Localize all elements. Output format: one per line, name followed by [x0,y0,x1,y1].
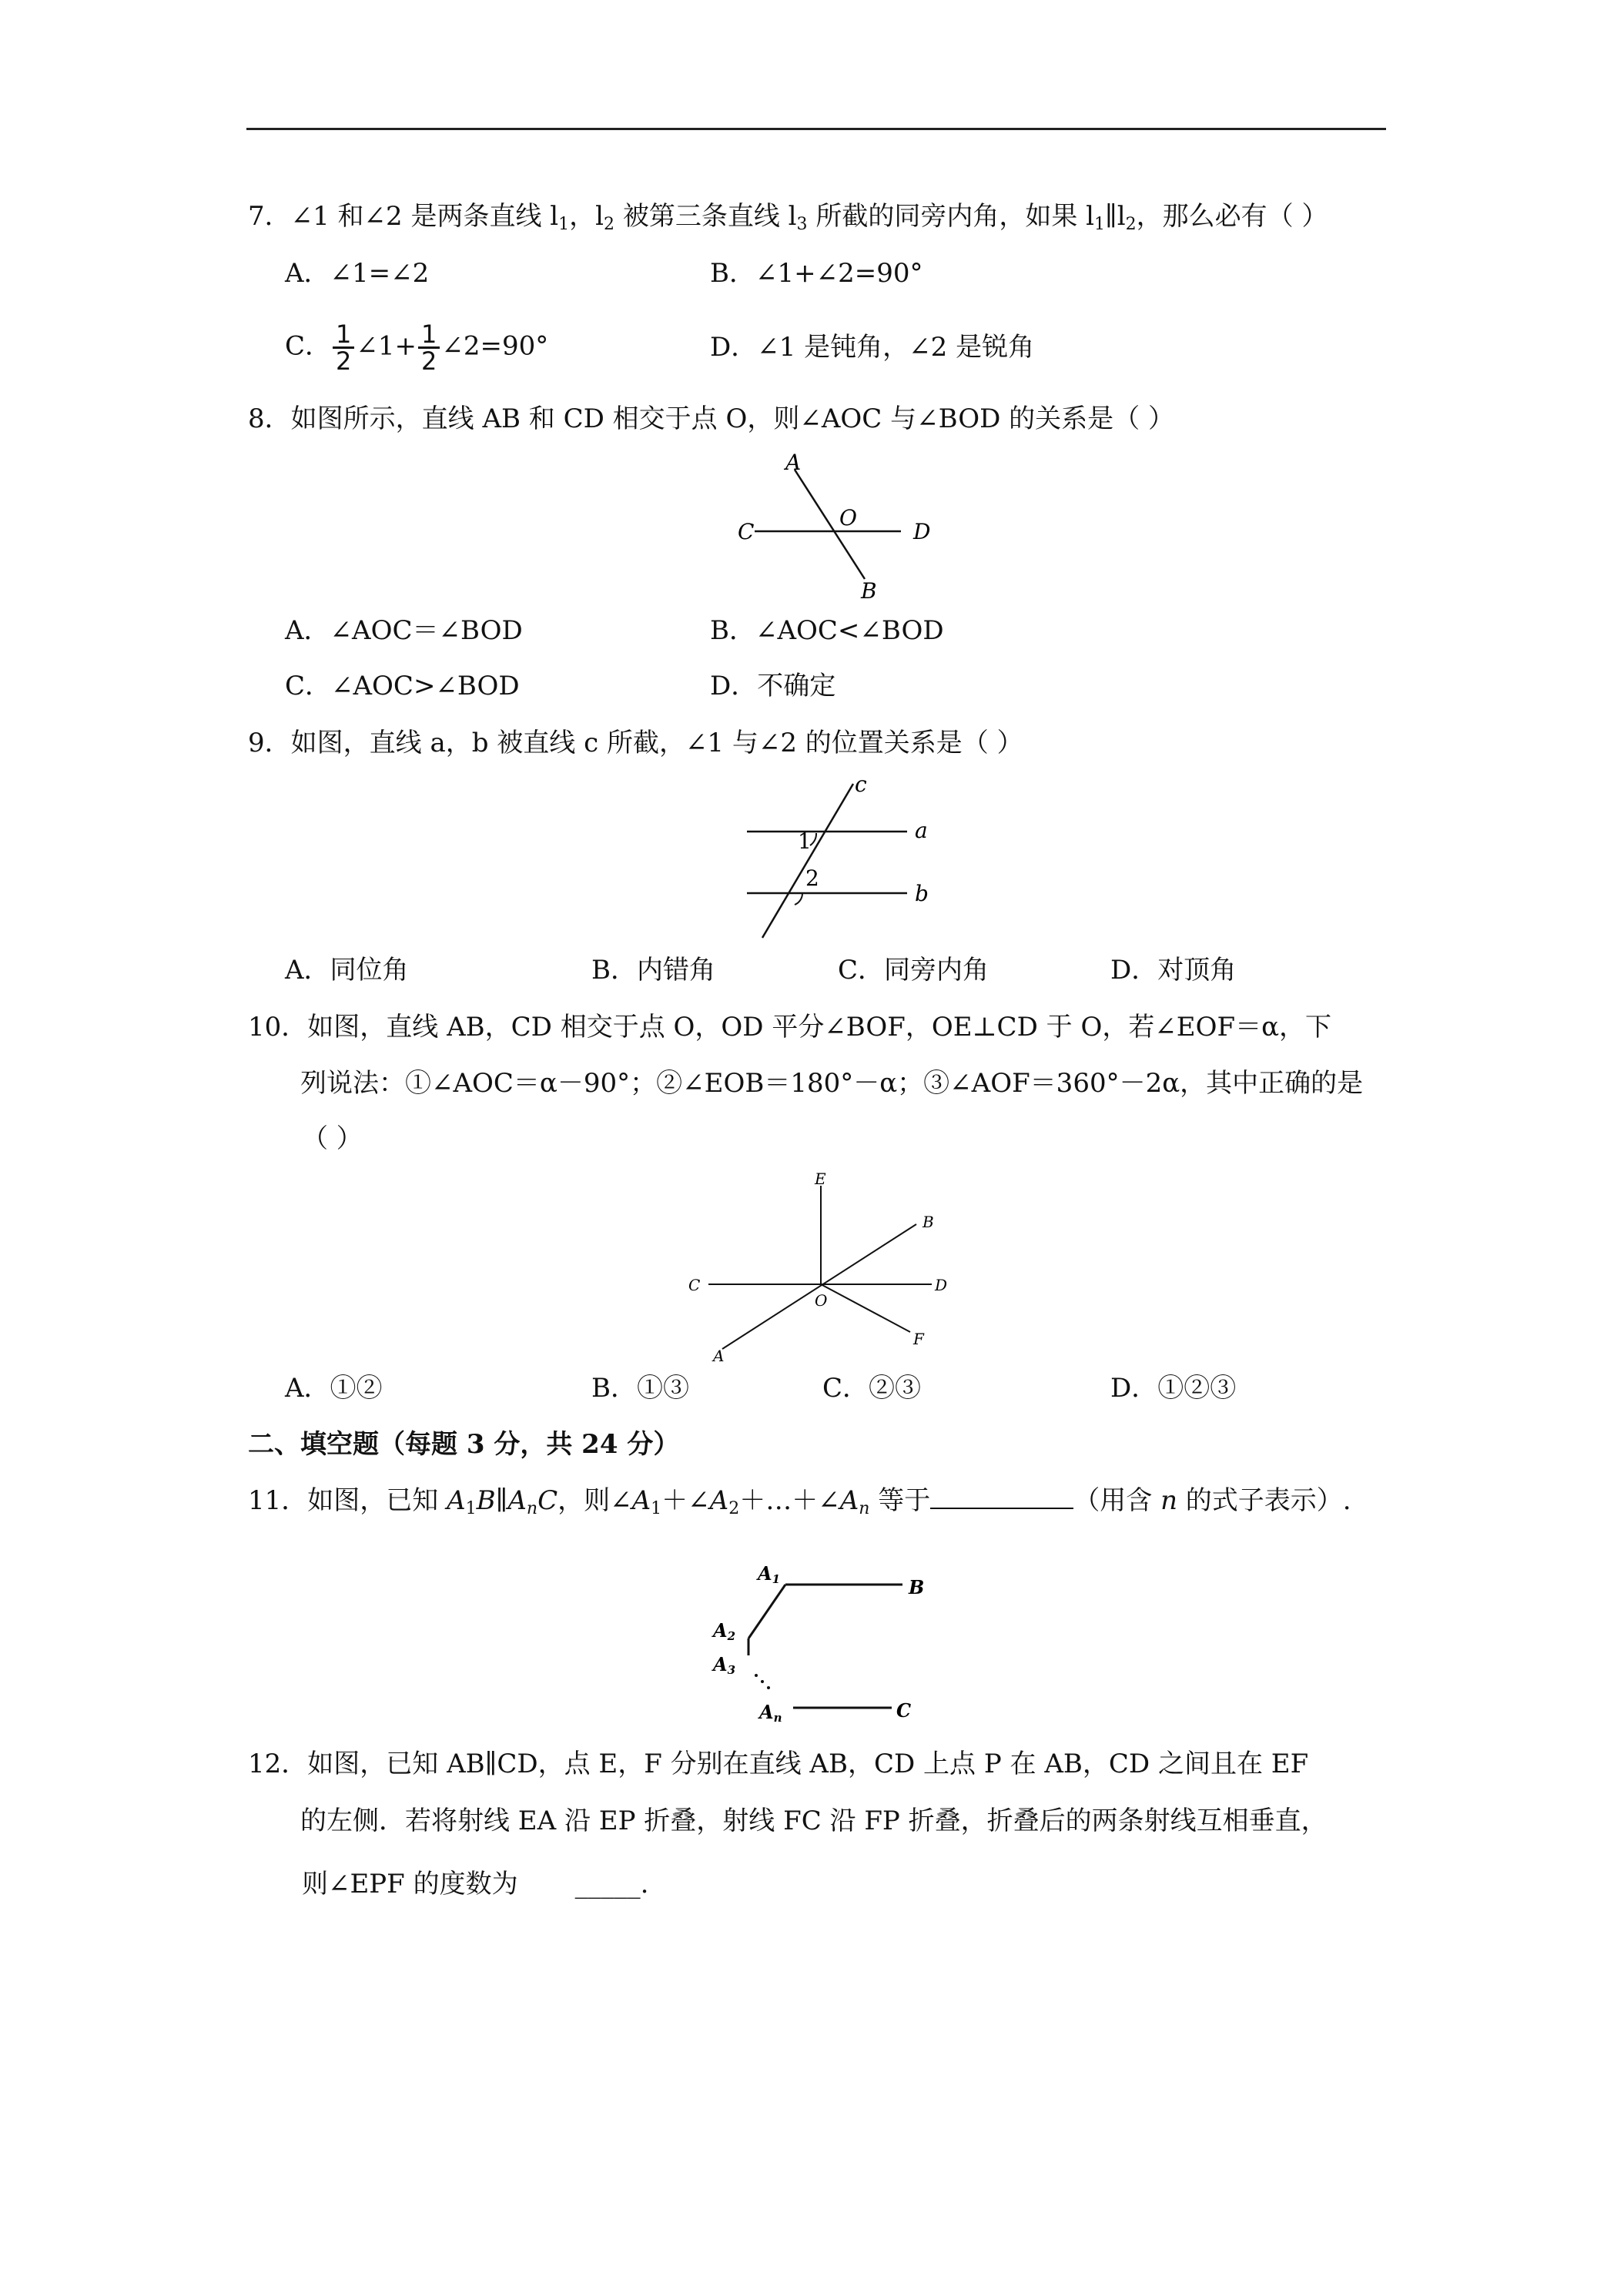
dot [761,1680,764,1683]
line-c [762,784,853,938]
q10-stem-line1: 10．如图，直线 AB，CD 相交于点 O，OD 平分∠BOF，OE⊥CD 于 O，若∠EOF＝α，下 [248,1012,1332,1043]
label-b: B [922,1213,934,1231]
segment-a1-a2 [748,1585,785,1638]
q12-stem-line3: 则∠EPF 的度数为 _____. [302,1869,649,1899]
q7-option-b: B．∠1+∠2=90° [710,258,923,289]
q9-figure-transversal [739,770,939,947]
header-rule [246,128,1386,130]
q7-option-d: D．∠1 是钝角，∠2 是锐角 [710,332,1035,363]
label-o: O [815,1291,828,1310]
q9-stem: 9．如图，直线 a，b 被直线 c 所截，∠1 与∠2 的位置关系是（ ） [248,728,1023,758]
label-c: C [688,1276,701,1294]
label-a: A [785,450,802,475]
label-c: C [738,519,755,544]
label-a: a [915,818,928,843]
q8-figure-intersecting-lines [724,447,939,601]
ray-of [821,1284,910,1332]
q11-stem: 11．如图，已知 $A_1B\parallel A_nC$，则$\angle A_1+\angle A_2+\dots+\angle A_n$ 等于 （用含 n 的式子表示）. [248,1485,1351,1518]
label-f: F [913,1330,924,1348]
q10-stem-line2: 列说法：①∠AOC＝α－90°；②∠EOB＝180°－α；③∠AOF＝360°－2α，其中正确的是 [300,1068,1364,1099]
q9-option-c: C．同旁内角 [838,955,989,986]
answer-blank[interactable]: _____. [574,1869,649,1899]
section-fill-in-title: 二、填空题（每题 3 分，共 24 分） [248,1429,680,1460]
q8-option-a: A．∠AOC＝∠BOD [285,615,523,646]
label-angle-2: 2 [805,865,819,891]
q10-figure-rays [678,1170,970,1363]
q7-stem: 7．∠1 和∠2 是两条直线 $l_1$，$l_2$ 被第三条直线 $l_3$ 所截的同旁内角，如果 $l_1\parallel l_2$，那么必有（ ） [248,201,1328,234]
q9-option-d: D．对顶角 [1110,955,1237,986]
label-a2: A2 [713,1619,736,1643]
q10-option-c: C．②③ [822,1373,922,1404]
q9-option-a: A．同位角 [285,955,409,986]
q7-option-c: C． $\frac{1}{2}$ ∠1+ $\frac{1}{2}$ ∠2=90° [285,320,549,376]
label-e: E [815,1170,826,1188]
q12-stem-line1: 12．如图，已知 AB∥CD，点 E，F 分别在直线 AB，CD 上点 P 在 AB，CD 之间且在 EF [248,1749,1309,1779]
label-c: C [896,1699,912,1722]
q10-option-b: B．①③ [591,1373,689,1404]
q8-option-c: C．∠AOC>∠BOD [285,671,520,701]
label-d: D [913,519,931,544]
label-b: B [909,1576,925,1598]
line-ab [722,1224,916,1349]
label-angle-1: 1 [798,828,812,854]
label-a: A [713,1347,725,1363]
answer-blank[interactable] [930,1484,1073,1509]
label-a1: A1 [758,1562,781,1586]
q10-option-a: A．①② [285,1373,383,1404]
label-b: b [915,881,929,906]
label-c: c [855,771,867,797]
fraction-half: $\frac{1}{2}$ [333,322,354,373]
label-b: B [861,578,877,601]
q8-stem: 8．如图所示，直线 AB 和 CD 相交于点 O，则∠AOC 与∠BOD 的关系是（ ） [248,403,1174,434]
label-d: D [935,1276,948,1294]
q8-option-d: D．不确定 [710,671,836,701]
q9-option-b: B．内错角 [591,955,715,986]
label-an: An [759,1701,782,1725]
label-a3: A3 [713,1653,736,1677]
q10-stem-line3: （ ） [302,1123,363,1154]
q8-option-b: B．∠AOC<∠BOD [710,615,944,646]
q10-option-d: D．①②③ [1110,1373,1237,1404]
q11-figure-polyline [701,1548,947,1732]
q7-option-a: A．∠1=∠2 [285,258,430,289]
fraction-half: $\frac{1}{2}$ [418,322,440,373]
q12-stem-line2: 的左侧．若将射线 EA 沿 EP 折叠，射线 FC 沿 FP 折叠，折叠后的两条射线互相垂直， [300,1806,1328,1836]
angle-2-arc [795,893,802,905]
label-o: O [839,505,857,530]
dot [767,1686,770,1689]
dot [755,1674,758,1677]
